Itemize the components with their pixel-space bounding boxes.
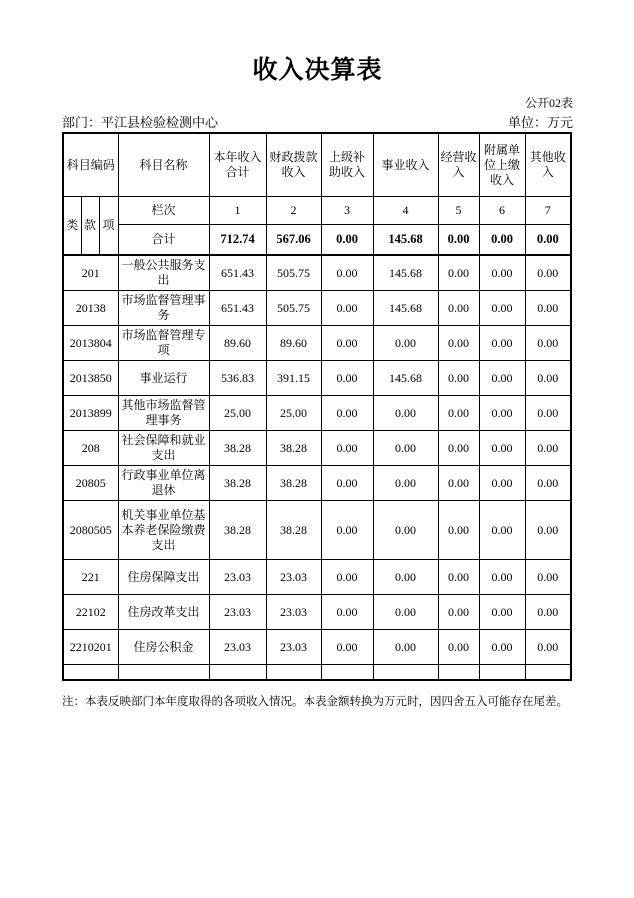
subject-name-cell: 市场监督管理专项	[118, 326, 209, 361]
value-cell	[266, 665, 321, 681]
value-cell: 0.00	[525, 630, 571, 665]
value-cell: 0.00	[525, 501, 571, 560]
value-cell: 38.28	[209, 466, 266, 501]
value-cell	[479, 665, 525, 681]
header-row-grand-total	[63, 225, 571, 256]
value-cell: 0.00	[479, 431, 525, 466]
subject-code-cell: 2013804	[63, 326, 118, 361]
value-cell: 0.00	[525, 326, 571, 361]
grand-total-value: 0.00	[321, 225, 373, 256]
value-cell: 0.00	[525, 431, 571, 466]
value-cell: 0.00	[373, 466, 438, 501]
value-cell: 0.00	[479, 630, 525, 665]
grand-total-value: 712.74	[209, 225, 266, 256]
table-row	[63, 595, 571, 630]
value-cell: 0.00	[373, 501, 438, 560]
subject-code-cell: 201	[63, 255, 118, 291]
value-cell: 38.28	[266, 501, 321, 560]
subject-name-cell: 市场监督管理事务	[118, 291, 209, 326]
value-cell: 0.00	[479, 560, 525, 595]
value-cell: 23.03	[266, 630, 321, 665]
col-header-subject-code: 科目编码	[63, 133, 118, 197]
subject-code-cell: 208	[63, 431, 118, 466]
grand-total-value: 145.68	[373, 225, 438, 256]
value-cell: 0.00	[479, 326, 525, 361]
value-cell: 0.00	[321, 291, 373, 326]
value-cell: 0.00	[438, 595, 479, 630]
value-cell: 0.00	[479, 255, 525, 291]
value-cell: 0.00	[373, 396, 438, 431]
column-index: 7	[525, 197, 571, 225]
subject-code-cell	[63, 665, 118, 681]
table-row	[63, 396, 571, 431]
value-cell: 651.43	[209, 291, 266, 326]
subcol-header-item: 项	[99, 197, 118, 256]
table-row	[63, 560, 571, 595]
subject-code-cell: 22102	[63, 595, 118, 630]
value-cell: 0.00	[438, 501, 479, 560]
column-index: 5	[438, 197, 479, 225]
page-title: 收入决算表	[252, 57, 383, 84]
income-table	[62, 132, 572, 681]
value-cell: 0.00	[321, 326, 373, 361]
value-cell: 0.00	[373, 595, 438, 630]
header-row-column-index	[63, 197, 571, 225]
value-cell: 25.00	[209, 396, 266, 431]
column-index: 6	[479, 197, 525, 225]
value-cell: 0.00	[479, 361, 525, 396]
value-cell: 0.00	[525, 560, 571, 595]
table-code-label: 公开02表	[524, 96, 573, 110]
value-cell: 38.28	[209, 431, 266, 466]
value-cell: 505.75	[266, 291, 321, 326]
value-cell: 0.00	[479, 396, 525, 431]
value-cell: 0.00	[525, 595, 571, 630]
header-row-titles	[63, 133, 571, 197]
department-name: 平江县检验检测中心	[101, 115, 219, 130]
column-index: 4	[373, 197, 438, 225]
department-label: 部门：	[62, 115, 102, 130]
value-cell: 0.00	[479, 291, 525, 326]
value-cell	[438, 665, 479, 681]
value-cell: 0.00	[438, 630, 479, 665]
value-cell: 0.00	[321, 361, 373, 396]
value-cell: 0.00	[438, 255, 479, 291]
value-cell: 23.03	[209, 560, 266, 595]
value-cell: 0.00	[438, 396, 479, 431]
value-cell: 0.00	[525, 396, 571, 431]
value-cell: 0.00	[373, 560, 438, 595]
col-header-operating-income: 经营收入	[438, 133, 479, 197]
table-row	[63, 431, 571, 466]
value-cell: 0.00	[321, 501, 373, 560]
value-cell	[373, 665, 438, 681]
value-cell: 0.00	[525, 291, 571, 326]
value-cell: 38.28	[266, 431, 321, 466]
column-index: 3	[321, 197, 373, 225]
subject-name-cell: 一般公共服务支出	[118, 255, 209, 291]
subcol-header-class: 类	[63, 197, 81, 256]
subject-name-cell: 机关事业单位基本养老保险缴费支出	[118, 501, 209, 560]
footnote: 注：本表反映部门本年度取得的各项收入情况。本表金额转换为万元时，因四舍五入可能存在尾差。	[62, 696, 568, 708]
table-row	[63, 291, 571, 326]
value-cell: 0.00	[479, 466, 525, 501]
subject-name-cell: 行政事业单位离退休	[118, 466, 209, 501]
col-header-subject-name: 科目名称	[118, 133, 209, 197]
subject-code-cell: 221	[63, 560, 118, 595]
value-cell: 23.03	[209, 630, 266, 665]
department-text	[62, 115, 218, 131]
subject-name-cell: 住房保障支出	[118, 560, 209, 595]
subject-code-cell: 20805	[63, 466, 118, 501]
grand-total-value: 0.00	[438, 225, 479, 256]
unit-label: 单位：万元	[507, 115, 573, 130]
table-row	[63, 665, 571, 681]
value-cell: 23.03	[266, 560, 321, 595]
col-header-superior-subsidy: 上级补助收入	[321, 133, 373, 197]
value-cell: 505.75	[266, 255, 321, 291]
subject-name-cell: 住房公积金	[118, 630, 209, 665]
grand-total-label: 合计	[118, 225, 209, 256]
value-cell: 0.00	[321, 431, 373, 466]
value-cell: 23.03	[209, 595, 266, 630]
grand-total-value: 567.06	[266, 225, 321, 256]
subject-name-cell: 其他市场监督管理事务	[118, 396, 209, 431]
value-cell: 145.68	[373, 361, 438, 396]
value-cell: 0.00	[479, 595, 525, 630]
value-cell: 0.00	[373, 431, 438, 466]
col-header-affiliated-unit-income: 附属单位上缴收入	[479, 133, 525, 197]
subject-code-cell: 2080505	[63, 501, 118, 560]
col-header-other-income: 其他收入	[525, 133, 571, 197]
value-cell: 0.00	[525, 466, 571, 501]
value-cell: 0.00	[525, 255, 571, 291]
value-cell: 0.00	[321, 595, 373, 630]
subject-code-cell: 20138	[63, 291, 118, 326]
subject-code-cell: 2013850	[63, 361, 118, 396]
value-cell: 0.00	[321, 630, 373, 665]
subject-name-cell: 事业运行	[118, 361, 209, 396]
subject-name-cell: 住房改革支出	[118, 595, 209, 630]
value-cell: 0.00	[438, 560, 479, 595]
subject-name-cell	[118, 665, 209, 681]
value-cell: 536.83	[209, 361, 266, 396]
subject-code-cell: 2210201	[63, 630, 118, 665]
value-cell: 38.28	[209, 501, 266, 560]
column-index: 2	[266, 197, 321, 225]
value-cell: 23.03	[266, 595, 321, 630]
value-cell: 391.15	[266, 361, 321, 396]
value-cell: 25.00	[266, 396, 321, 431]
value-cell: 0.00	[438, 431, 479, 466]
value-cell: 0.00	[321, 255, 373, 291]
value-cell	[525, 665, 571, 681]
value-cell: 89.60	[209, 326, 266, 361]
value-cell: 0.00	[321, 560, 373, 595]
grand-total-value: 0.00	[479, 225, 525, 256]
value-cell: 0.00	[438, 291, 479, 326]
meta-line	[62, 115, 573, 131]
value-cell: 0.00	[373, 326, 438, 361]
table-row	[63, 326, 571, 361]
grand-total-value: 0.00	[525, 225, 571, 256]
value-cell: 0.00	[321, 466, 373, 501]
table-row	[63, 466, 571, 501]
value-cell: 0.00	[479, 501, 525, 560]
value-cell: 0.00	[438, 361, 479, 396]
subject-name-cell: 社会保障和就业支出	[118, 431, 209, 466]
col-header-fiscal-appropriation: 财政拨款收入	[266, 133, 321, 197]
subcol-header-section: 款	[81, 197, 99, 256]
value-cell	[209, 665, 266, 681]
table-row	[63, 255, 571, 291]
value-cell: 0.00	[321, 396, 373, 431]
table-row	[63, 630, 571, 665]
value-cell: 38.28	[266, 466, 321, 501]
subject-code-cell: 2013899	[63, 396, 118, 431]
value-cell: 0.00	[373, 630, 438, 665]
value-cell: 0.00	[525, 361, 571, 396]
column-index-label: 栏次	[118, 197, 209, 225]
value-cell: 0.00	[438, 326, 479, 361]
col-header-total-income: 本年收入合计	[209, 133, 266, 197]
value-cell	[321, 665, 373, 681]
value-cell: 145.68	[373, 291, 438, 326]
value-cell: 0.00	[438, 466, 479, 501]
value-cell: 145.68	[373, 255, 438, 291]
value-cell: 89.60	[266, 326, 321, 361]
column-index: 1	[209, 197, 266, 225]
col-header-business-income: 事业收入	[373, 133, 438, 197]
table-row	[63, 501, 571, 560]
table-row	[63, 361, 571, 396]
value-cell: 651.43	[209, 255, 266, 291]
